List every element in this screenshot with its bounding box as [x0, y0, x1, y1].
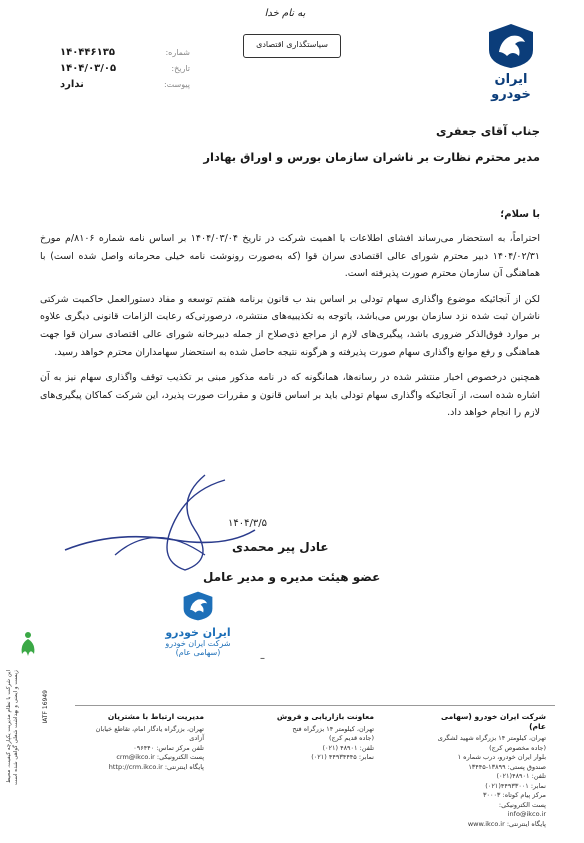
company-logo: [476, 22, 546, 102]
company-seal: [148, 590, 248, 657]
meta-value: ندارد: [60, 78, 84, 90]
signer-title: عضو هیئت مدیره و مدیر عامل: [203, 570, 381, 584]
footer-sales-info: [264, 712, 374, 763]
footer-line: نمابر: ۴۴۹۳۴۴۴۵ (۰۲۱): [311, 753, 374, 761]
footer-email[interactable]: پست الکترونیکی: crm@ikco.ir: [116, 753, 204, 761]
footer-divider: [75, 705, 555, 706]
recipient-name: جناب آقای جعفری: [436, 124, 540, 138]
body-paragraph: احتراماً، به استحضار می‌رساند افشای اطلاعات با اهمیت شرکت در تاریخ ۱۴۰۴/۰۳/۰۴ بر اساس نامه شماره ۸۱۰۶/م مورخ ۱۴۰۴/۰۲/۳۱ دبیر محترم شورای عالی اقتصادی سران قوا (که به‌صورت رونوشت نامه خیلی محرمانه واصل شده است) با هماهنگی آن سازمان محترم صورت پذیرفته است.: [40, 233, 540, 280]
seal-logo-text: ایران خودرو: [165, 626, 231, 639]
certification-strip: [6, 630, 56, 790]
bename-heading: به نام خدا: [264, 8, 306, 19]
greeting: با سلام؛: [500, 209, 540, 220]
footer-line: تلفن: ۴۸۹۰۱(۰۲۱): [496, 772, 546, 780]
leaf-people-icon: [16, 630, 40, 660]
meta-label: شماره:: [165, 47, 190, 57]
certification-text: این شرکت با نظام مدیریت یکپارچه کیفیت، محیط زیست و ایمنی و بهداشت شغلی گواهی شده است: [6, 670, 19, 785]
footer-company-info: [436, 712, 546, 829]
footer-line: پست الکترونیکی:: [498, 800, 546, 809]
footer-line: تلفن: ۴۸۹۰۱ (۰۲۱): [322, 743, 374, 752]
footer-crm-info: [89, 712, 204, 772]
horse-logo-icon: [485, 22, 537, 70]
meta-date: [60, 60, 190, 76]
meta-attachment: [60, 76, 190, 92]
meta-label: تاریخ:: [171, 63, 190, 73]
footer-line: تهران، کیلومتر ۱۴ بزرگراه فتح: [292, 724, 374, 733]
body-paragraph: لکن از آنجائیکه موضوع واگذاری سهام تودلی بر اساس بند ب قانون برنامه هفتم توسعه و مفاد دستورالعمل حاکمیت شرکتی ناشران ثبت شده نزد سازمان بورس می‌باشد، باتوجه به تکذیبیه‌های منتشره، درصورتی‌که رعایت الزامات قانونی دیگری علاوه بر موارد فوق‌الذکر ضروری باشد، پیگیری‌های لازم از مراجع ذی‌صلاح از جمله دبیرخانه شورای عالی اقتصادی سران قوا جهت هماهنگی و رفع موانع واگذاری سهام صورت پذیرفته و هرگونه نتیجه حاصل شده به استحضار سهامداران محترم خواهد رسید.: [40, 293, 540, 358]
footer-line: بلوار ایران خودرو، درب شماره ۱: [457, 753, 546, 761]
seal-line: (سهامی عام): [175, 648, 221, 657]
meta-value: ۱۴۰۴۴۶۱۳۵: [60, 46, 115, 58]
footer-line: صندوق پستی: ۱۳۸۹۹-۱۳۴۴۵: [468, 762, 546, 771]
footer-website[interactable]: پایگاه اینترنتی: http://crm.ikco.ir: [108, 762, 204, 771]
horse-logo-icon: [181, 590, 215, 622]
footer-heading: معاونت بازاریابی و فروش: [276, 712, 374, 721]
footer-line: (جاده مخصوص کرج): [489, 743, 546, 752]
footer-line: مرکز پیام کوتاه: ۳۰۰۰۳: [482, 791, 546, 799]
meta-value: ۱۴۰۴/۰۳/۰۵: [60, 62, 117, 74]
body-paragraph: همچنین درخصوص اخبار منتشر شده در رسانه‌ها، همانگونه که در نامه مذکور مبنی بر تکذیب توقف واگذاری سهام نیز به آن اشاره شده است، از آنجائیکه واگذاری سهام تودلی باید بر اساس قانون و مقررات صورت پذیرد، این شرکت کماکان پیگیری‌های لازم را انجام خواهد داد.: [40, 372, 540, 419]
seal-line: شرکت ایران خودرو: [165, 639, 231, 648]
footer-heading: شرکت ایران خودرو (سهامی عام): [441, 712, 546, 731]
signature-date: ۱۴۰۴/۳/۵: [228, 518, 267, 529]
dash-mark: –: [260, 653, 265, 664]
footer-line: تهران، بزرگراه یادگار امام، تقاطع خیابان آزادی: [95, 724, 204, 742]
signer-name: عادل پیر محمدی: [232, 540, 329, 554]
footer-website[interactable]: پایگاه اینترنتی: www.ikco.ir: [467, 819, 546, 828]
letter-body: [40, 230, 540, 430]
footer-email[interactable]: info@ikco.ir: [507, 810, 546, 818]
logo-text: ایران خودرو: [491, 72, 531, 102]
meta-label: پیوست:: [163, 79, 190, 89]
recipient-title: مدیر محترم نظارت بر ناشران سازمان بورس و اوراق بهادار: [203, 150, 540, 164]
footer-heading: مدیریت ارتباط با مشتریان: [107, 712, 204, 721]
footer-line: نمابر: ۴۴۹۳۳۰۰۱(۰۲۱): [485, 781, 546, 790]
footer-line: تلفن مرکز تماس: ۰۹۶۴۴۰: [133, 743, 204, 752]
department-stamp: سیاستگذاری اقتصادی: [243, 34, 341, 58]
meta-number: [60, 44, 190, 60]
footer-line: (جاده قدیم کرج): [328, 734, 374, 742]
certification-number: IATF 16949: [42, 690, 49, 724]
footer-line: تهران، کیلومتر ۱۴ بزرگراه شهید لشگری: [437, 734, 546, 742]
letter-meta: [60, 44, 190, 92]
